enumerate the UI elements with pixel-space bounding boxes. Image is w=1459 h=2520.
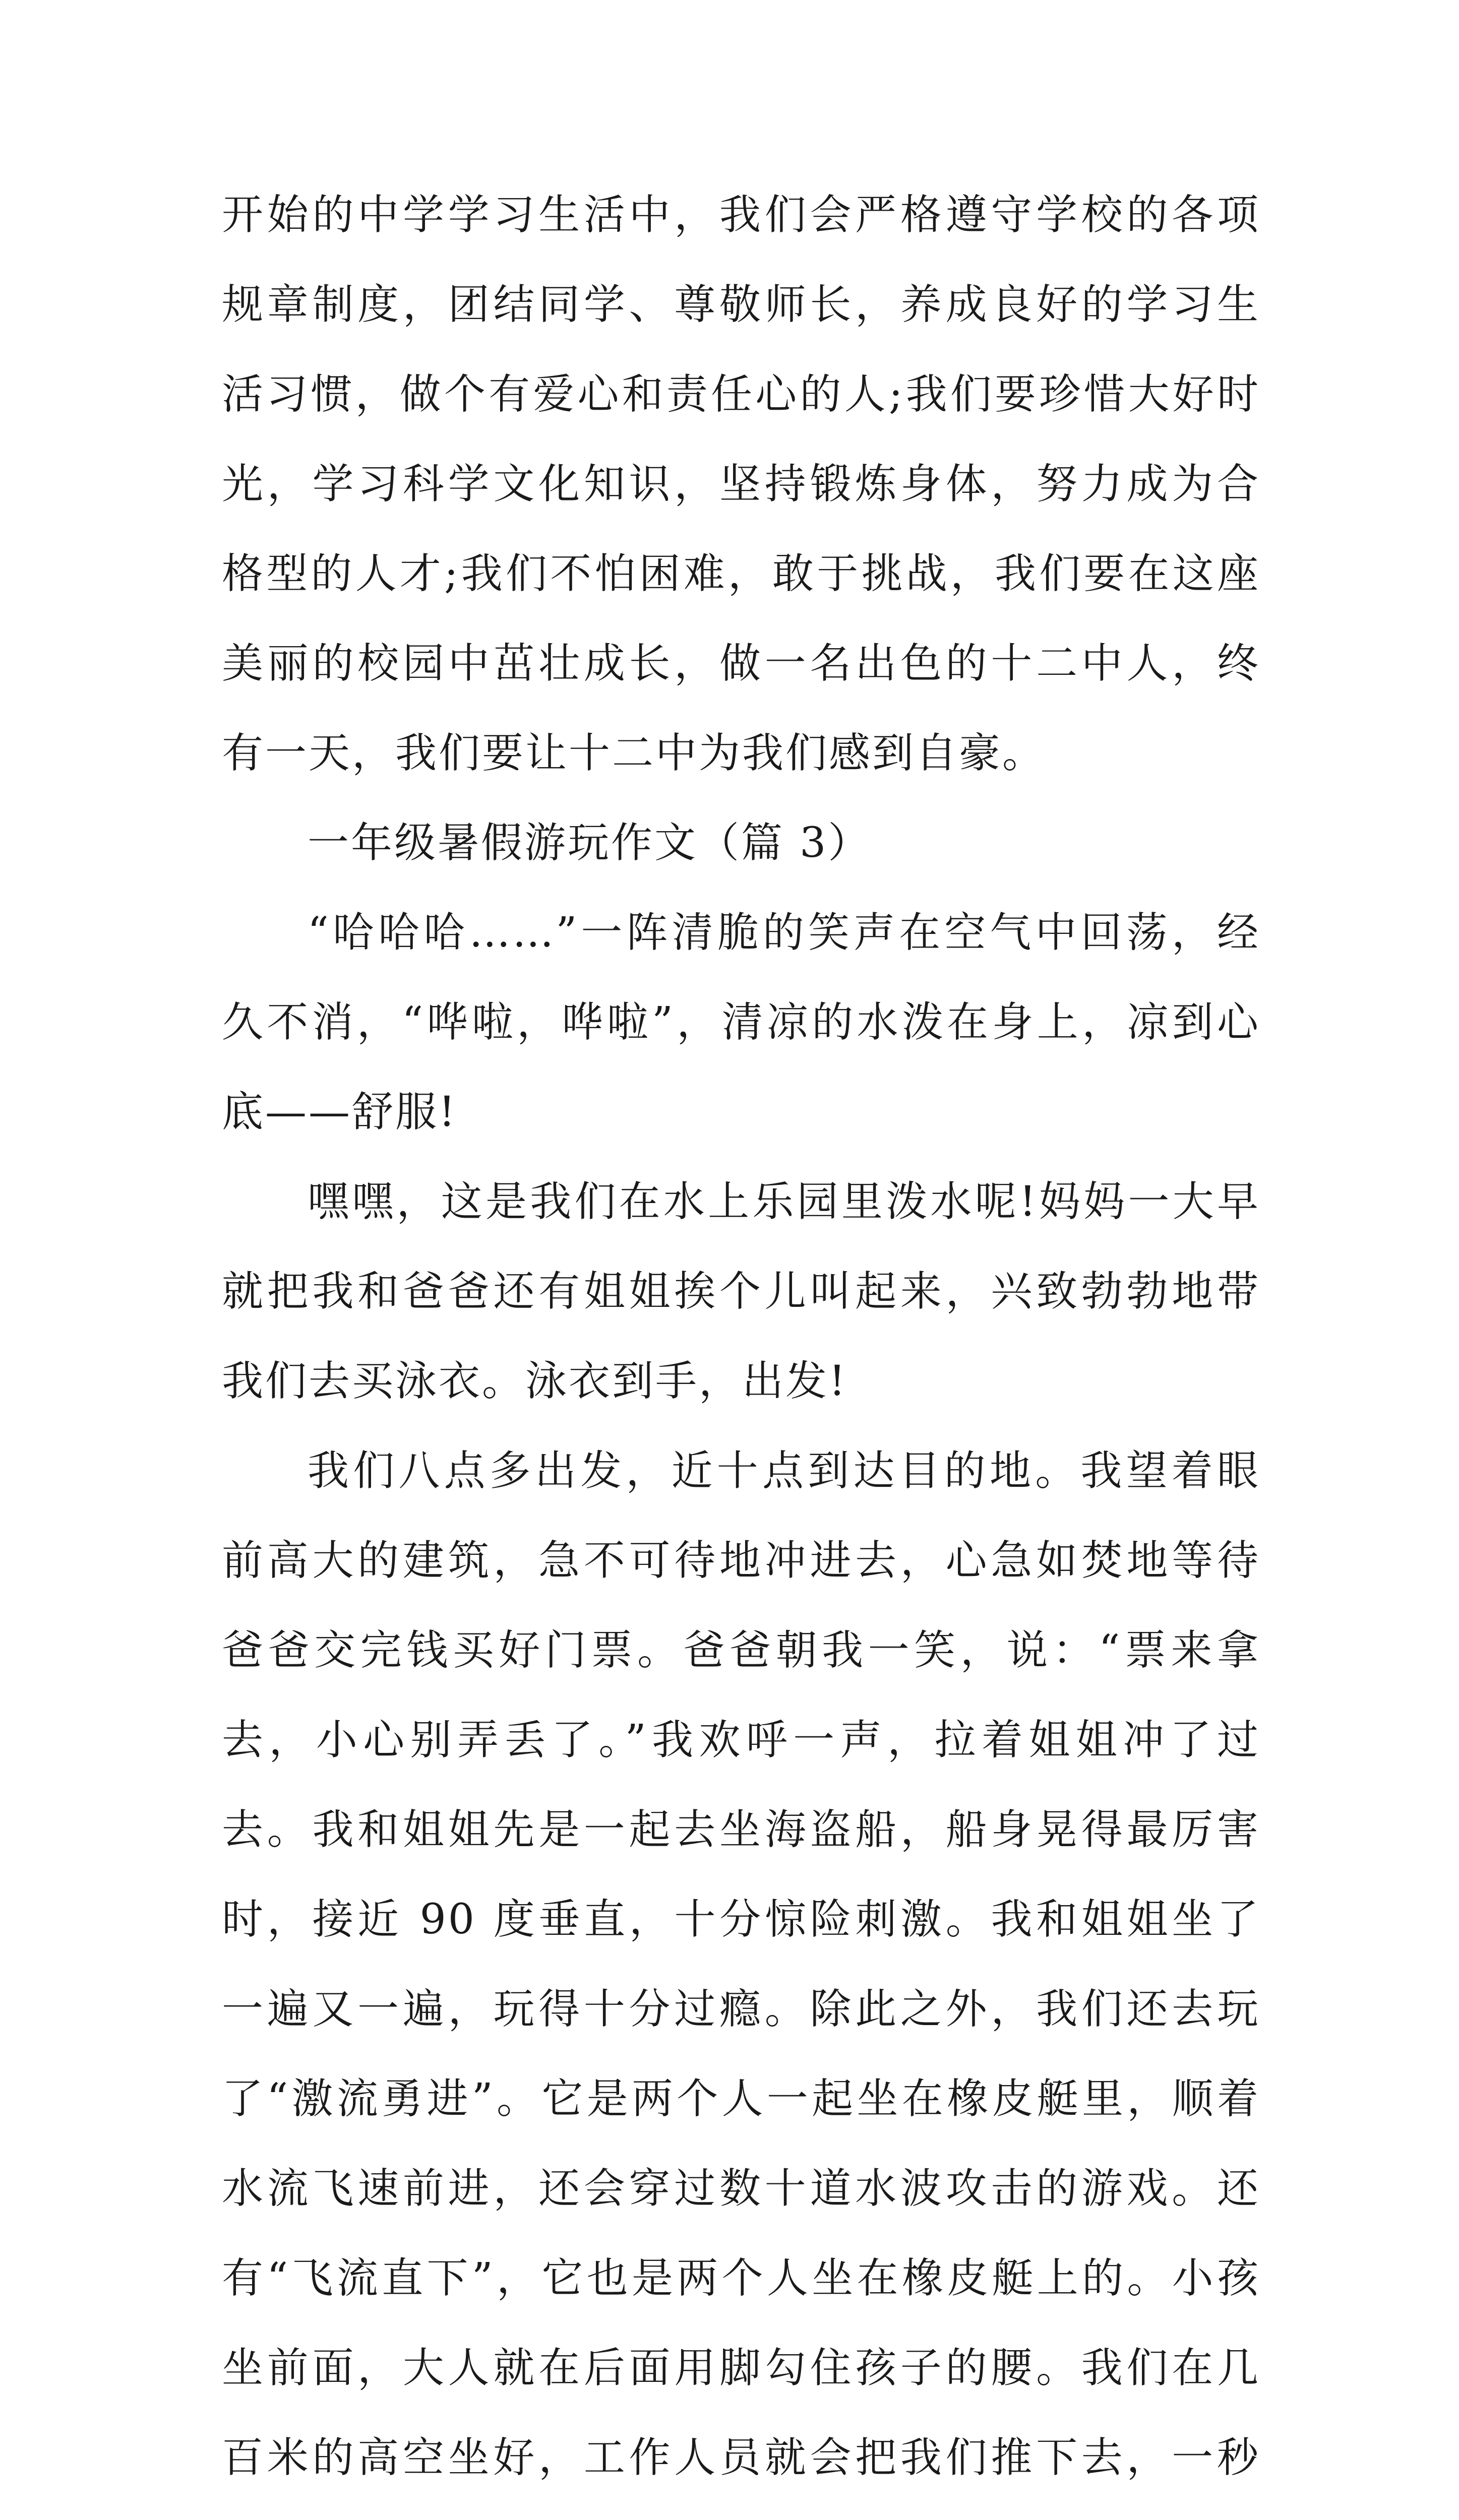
paragraph-continuation: 开始的中学学习生活中，我们会严格遵守学校的各项规章制度，团结同学、尊敬师长，养成良好的学习生活习惯，做个有爱心和责任心的人;我们要珍惜大好时光，学习科学文化知识，坚持锻炼身体，努力成为合格型的人才;我们不怕困难，敢于挑战，我们要在这座美丽的校园中茁壮成长，做一名出色的十二中人，终有一天，我们要让十二中为我们感到自豪。 xyxy=(222,191,1260,777)
paragraph-rides: 我们八点多出发，近十点到达目的地。我望着眼前高大的建筑，急不可待地冲进去，心急如焚地等待爸爸交完钱买好门票。爸爸朝我一笑，说：“票来拿去，小心别弄丢了。”我欢呼一声，拉着姐姐冲了过去。我和姐姐先是一起去坐海盗船，船身晃得最厉害时，接近 90 度垂直，十分惊险刺激。我和姐姐坐了一遍又一遍，玩得十分过瘾。除此之外，我们还去玩了“激流勇进”。它是两个人一起坐在橡皮艇里，顺着水流飞速前进，还会穿过数十道水波攻击的游戏。还有“飞流直下”，它也是两个人坐在橡皮艇上的。小孩坐前面，大人就在后面用脚勾住孩子的腰。我们在几百米的高空坐好，工作人员就会把我们推下去，一秒 xyxy=(222,1447,1260,2482)
body-text xyxy=(222,170,1260,2520)
section-heading: 一年级暑假游玩作文（篇 3） xyxy=(308,819,872,867)
paragraph-water-park: 嘿嘿，这是我们在水上乐园里泼水呢!妈妈一大早就把我和爸爸还有姐姐挨个儿叫起来，兴致勃勃地带我们去买泳衣。泳衣到手，出发! xyxy=(222,1178,1260,1405)
paragraph-laughter: “哈哈哈……”一阵清脆的笑声在空气中回荡，经久不消，“哗啦，哗啦”，清凉的水泼在身上，凉到心底——舒服! xyxy=(222,909,1260,1136)
